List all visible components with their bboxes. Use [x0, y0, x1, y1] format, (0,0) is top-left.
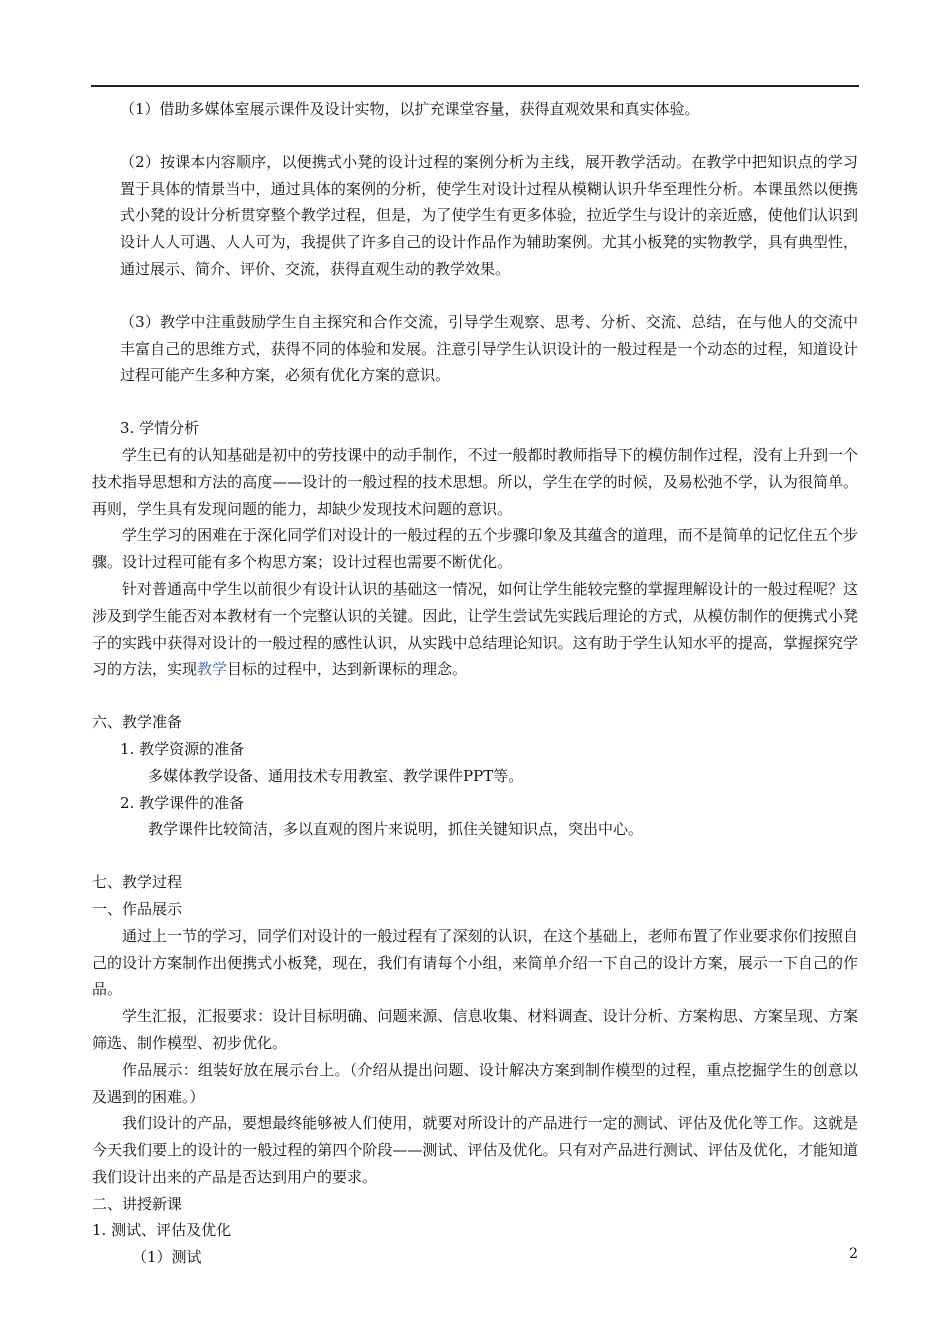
paragraph-learner-3-text: 针对普通高中学生以前很少有设计认识的基础这一情况，如何让学生能较完整的掌握理解设计的一般过程呢？这涉及到学生能否对本教材有一个完整认识的关键。因此，让学生尝试先实践后理论的方式，从模仿制作的便携式小凳子的实践中获得对设计的一般过程的感性认识，从实践中总结理论知识。这有助于学生认知水平的提高，掌握探究学习的方法，实现	[92, 579, 858, 679]
paragraph-method-3: （3）教学中注重鼓励学生自主探究和合作交流，引导学生观察、思考、分析、交流、总结，在与他人的交流中丰富自己的思维方式，获得不同的体验和发展。注意引导学生认识设计的一般过程是一个动态的过程，知道设计过程可能产生多种方案，必须有优化方案的意识。	[120, 312, 858, 385]
paragraph-work-display-3: 作品展示：组装好放在展示台上。（介绍从提出问题、设计解决方案到制作模型的过程，重点挖掘学生的创意以及遇到的困难。）	[92, 1060, 858, 1106]
header-rule	[91, 85, 859, 87]
paragraph-method-1: （1）借助多媒体室展示课件及设计实物，以扩充课堂容量，获得直观效果和真实体验。	[120, 100, 700, 118]
paragraph-learner-2: 学生学习的困难在于深化同学们对设计的一般过程的五个步骤印象及其蕴含的道理，而不是简单的记忆住五个步骤。设计过程可能有多个构思方案；设计过程也需要不断优化。	[92, 526, 858, 572]
heading-work-display: 一、作品展示	[92, 899, 183, 918]
paragraph-method-2	[92, 149, 858, 283]
paragraph-work-display-1: 通过上一节的学习，同学们对设计的一般过程有了深刻的认识，在这个基础上，老师布置了作业要求你们按照自己的设计方案制作出便携式小板凳，现在，我们有请每个小组，来简单介绍一下自己的设计方案，展示一下自己的作品。	[92, 926, 858, 999]
heading-test-evaluate-optimize: 1. 测试、评估及优化	[92, 1221, 232, 1240]
paragraph-learner-3-tail: 目标的过程中，达到新课标的理念。	[227, 660, 468, 679]
paragraph-method-2-text: （2）按课本内容顺序，以便携式小凳的设计过程的案例分析为主线，展开教学活动。在教学中把知识点的学习置于具体的情景当中，通过具体的案例的分析，使学生对设计过程从模糊认识升华至理性分析。本课虽然以便携式小凳的设计分析贯穿整个教学过程，但是，为了使学生有更多体验，拉近学生与设计的亲近感，使他们认识到设计人人可遇、人人可为，我提供了许多自己的设计作品作为辅助案例。尤其小板凳的实物教学，具有典型性，通过展示、简介、评价、交流，获得直观生动的教学效果。	[120, 152, 858, 278]
text-courseware-preparation: 教学课件比较简洁，多以直观的图片来说明，抓住关键知识点，突出中心。	[148, 820, 644, 839]
heading-teaching-preparation: 六、教学准备	[92, 713, 183, 732]
heading-courseware-preparation: 2. 教学课件的准备	[120, 793, 245, 812]
page-content	[92, 96, 858, 1271]
paragraph-work-display-4: 我们设计的产品，要想最终能够被人们使用，就要对所设计的产品进行一定的测试、评估及优化等工作。这就是今天我们要上的设计的一般过程的第四个阶段——测试、评估及优化。只有对产品进行测试、评估及优化，才能知道我们设计出来的产品是否达到用户的要求。	[92, 1114, 858, 1186]
heading-test: （1）测试	[132, 1248, 202, 1267]
link-teaching[interactable]: 教学	[197, 660, 228, 679]
heading-learner-analysis: 3. 学情分析	[120, 419, 200, 438]
heading-resource-preparation: 1. 教学资源的准备	[120, 739, 245, 758]
paragraph-learner-3	[92, 576, 858, 683]
page-number: 2	[849, 1246, 858, 1262]
paragraph-learner-1: 学生已有的认知基础是初中的劳技课中的动手制作，不过一般都时教师指导下的模仿制作过程，没有上升到一个技术指导思想和方法的高度——设计的一般过程的技术思想。所以，学生在学的时候，及易松弛不学，认为很简单。再则，学生具有发现问题的能力，却缺少发现技术问题的意识。	[92, 445, 858, 518]
text-resource-preparation: 多媒体教学设备、通用技术专用教室、教学课件PPT等。	[148, 766, 524, 785]
heading-teaching-process: 七、教学过程	[92, 873, 183, 892]
paragraph-work-display-2: 学生汇报，汇报要求：设计目标明确、问题来源、信息收集、材料调查、设计分析、方案构思、方案呈现、方案筛选、制作模型、初步优化。	[92, 1007, 858, 1052]
heading-new-lesson: 二、讲授新课	[92, 1194, 183, 1213]
